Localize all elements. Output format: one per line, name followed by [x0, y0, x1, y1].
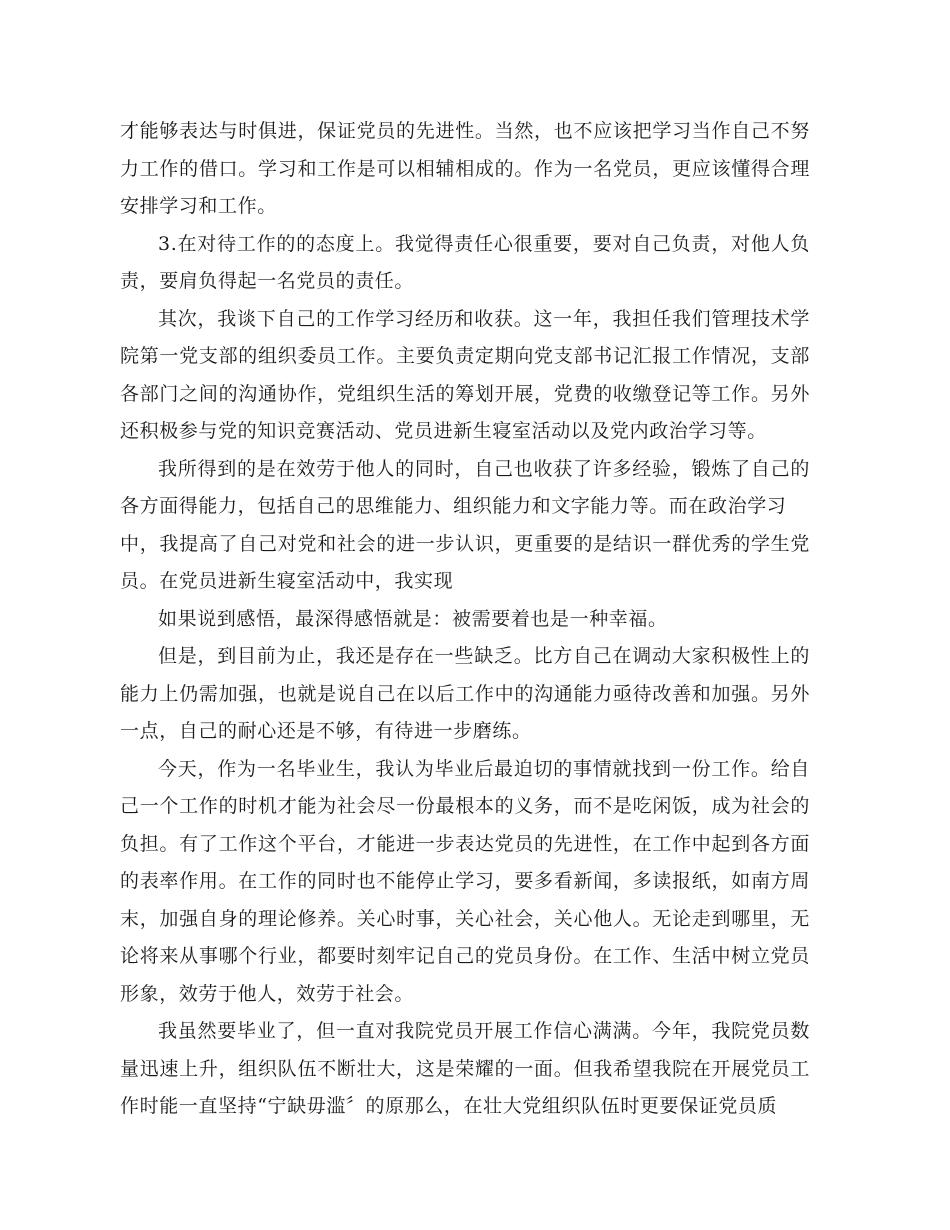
paragraph: [120, 751, 810, 1014]
text-line: 形象，效劳于他人，效劳于社会。: [120, 982, 415, 1005]
text-line: 其次，我谈下自己的工作学习经历和收获。这一年，我担任我们管理技术学: [158, 307, 810, 330]
paragraph: [120, 1013, 810, 1126]
text-line: 才能够表达与时俱进，保证党员的先进性。当然，也不应该把学习当作自己不努: [120, 120, 810, 142]
text-line: 的表率作用。在工作的同时也不能停止学习，要多看新闻，多读报纸，如南方周: [120, 870, 810, 892]
document-body: [120, 113, 810, 1126]
text-line: 我虽然要毕业了，但一直对我院党员开展工作信心满满。今年，我院党员数: [158, 1020, 810, 1042]
paragraph: [120, 638, 810, 751]
text-line: 3.在对待工作的的态度上。我觉得责任心很重要，要对自己负责，对他人负: [158, 232, 810, 255]
paragraph: [120, 301, 810, 451]
text-line: 安排学习和工作。: [120, 195, 277, 217]
paragraph: [120, 113, 810, 226]
text-line: 一点，自己的耐心还是不够，有待进一步磨练。: [120, 720, 532, 742]
paragraph: [120, 226, 810, 301]
text-line: 末，加强自身的理论修养。关心时事，关心社会，关心他人。无论走到哪里，无: [120, 907, 810, 930]
text-line: 院第一党支部的组织委员工作。主要负责定期向党支部书记汇报工作情况，支部: [120, 345, 810, 367]
paragraph: [120, 451, 810, 601]
text-line: 各部门之间的沟通协作，党组织生活的筹划开展，党费的收缴登记等工作。另外: [120, 382, 810, 405]
text-line: 还积极参与党的知识竞赛活动、党员进新生寝室活动以及党内政治学习等。: [120, 420, 767, 442]
text-line: 能力上仍需加强，也就是说自己在以后工作中的沟通能力亟待改善和加强。另外: [120, 682, 810, 705]
text-line: 作时能一直坚持“宁缺毋滥〞的原那么，在壮大党组织队伍时更要保证党员质: [120, 1095, 778, 1117]
text-line: 己一个工作的时机才能为社会尽一份最根本的义务，而不是吃闲饭，成为社会的: [120, 795, 810, 817]
text-line: 责，要肩负得起一名党员的责任。: [120, 270, 415, 292]
text-line: 今天，作为一名毕业生，我认为毕业后最迫切的事情就找到一份工作。给自: [158, 757, 810, 780]
text-line: 如果说到感悟，最深得感悟就是：被需要着也是一种幸福。: [158, 607, 668, 630]
text-line: 力工作的借口。学习和工作是可以相辅相成的。作为一名党员，更应该懂得合理: [120, 157, 810, 180]
text-line: 员。在党员进新生寝室活动中，我实现: [120, 570, 454, 592]
text-line: 我所得到的是在效劳于他人的同时，自己也收获了许多经验，锻炼了自己的: [158, 457, 810, 480]
text-line: 论将来从事哪个行业，都要时刻牢记自己的党员身份。在工作、生活中树立党员: [120, 945, 810, 967]
text-line: 量迅速上升，组织队伍不断壮大，这是荣耀的一面。但我希望我院在开展党员工: [120, 1057, 810, 1080]
text-line: 但是，到目前为止，我还是存在一些缺乏。比方自己在调动大家积极性上的: [158, 645, 810, 667]
paragraph: [120, 601, 810, 639]
text-line: 中，我提高了自己对党和社会的进一步认识，更重要的是结识一群优秀的学生党: [120, 532, 810, 555]
text-line: 负担。有了工作这个平台，才能进一步表达党员的先进性，在工作中起到各方面: [120, 832, 810, 855]
text-line: 各方面得能力，包括自己的思维能力、组织能力和文字能力等。而在政治学习: [120, 495, 787, 517]
